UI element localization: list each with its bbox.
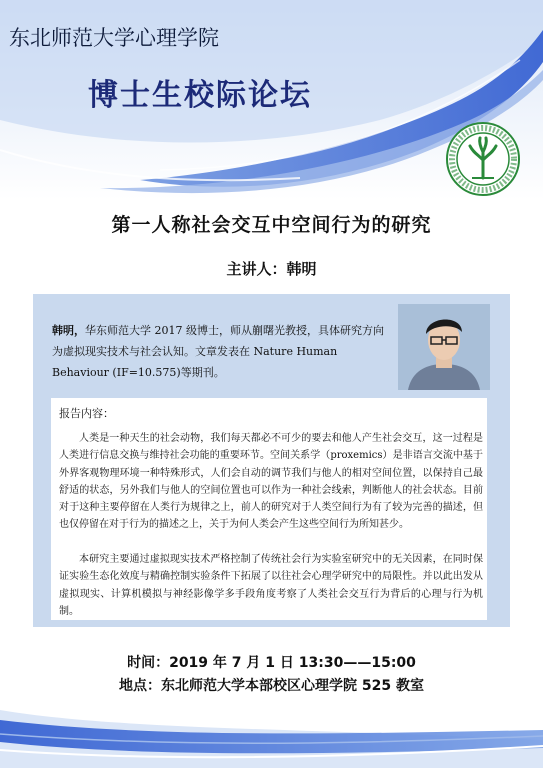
school-name: 东北师范大学心理学院 (9, 26, 219, 50)
speaker-portrait-icon (398, 304, 490, 390)
footer-wave-background (0, 690, 543, 768)
event-place: 地点：东北师范大学本部校区心理学院 525 教室 (119, 678, 424, 694)
bio-name: 韩明， (52, 324, 85, 337)
school-seal-icon (446, 122, 520, 196)
speaker-line: 主讲人：韩明 (226, 260, 317, 278)
talk-title: 第一人称社会交互中空间行为的研究 (111, 214, 432, 236)
footer-wave (0, 690, 543, 768)
speaker-bio (52, 320, 384, 383)
event-time: 时间：2019 年 7 月 1 日 13:30——15:00 (127, 655, 416, 671)
abstract-paragraph-1: 人类是一种天生的社会动物，我们每天都必不可少的要去和他人产生社会交互，这一过程是人类进行信息交换与维持社会功能的重要环节。空间关系学（proxemics）是非语言交流中基于外界客观物理环境一种特殊形式，人们会自动的调节我们与他人的相对空间位置，以保持自己最舒适的状态，另外我们与他人的空间位置也可以作为一种社会线索，判断他人的社会状态。目前对于这种主要停留在人类行为规律之上，前人的研究对于人类空间行为有了较为完善的描述，但也仅停留在对于行为的描述之上，关于为何人类会产生这些空间行为所知甚少。 (59, 433, 483, 531)
abstract-paragraph-2: 本研究主要通过虚拟现实技术严格控制了传统社会行为实验室研究中的无关因素，在同时保证实验生态化效度与精确控制实验条件下拓展了以往社会心理学研究中的局限性。并以此出发从虚拟现实、计算机模拟与神经影像学多手段角度考察了人类社会交互行为背后的心理与行为机制。 (59, 554, 483, 617)
forum-title: 博士生校际论坛 (88, 78, 312, 113)
bio-text: 华东师范大学 2017 级博士，师从蒯曙光教授，具体研究方向为虚拟现实技术与社会认知。文章发表在 Nature Human Behaviour (IF=10.575)等期刊。 (52, 324, 384, 379)
abstract-heading: 报告内容： (59, 407, 114, 420)
